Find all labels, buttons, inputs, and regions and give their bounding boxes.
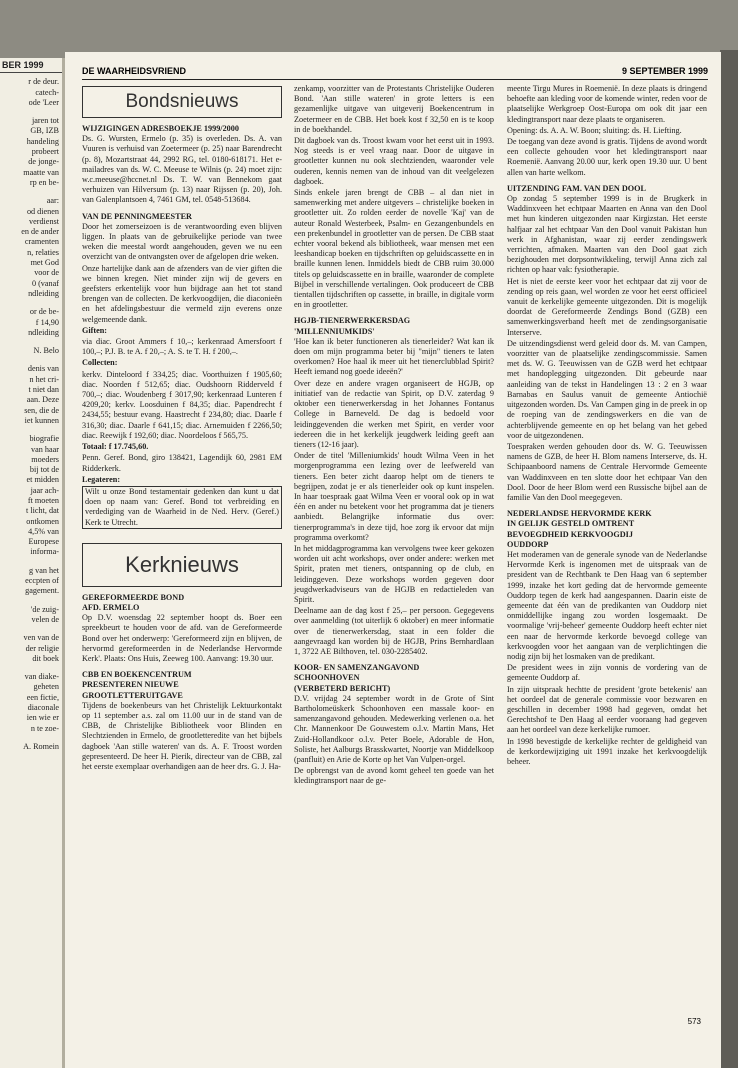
title-line: IN GELIJK GESTELD OMTRENT — [507, 519, 635, 529]
previous-page-line: ven van de — [23, 633, 59, 643]
paragraph: Het is niet de eerste keer voor het echtpaar dat zij voor de zending op reis gaan, wel worden ze voor het eerst officieel vanuit de kerkelijke gemeente uitgezonden. Dit is mogelijk doordat de Gereformeerde Zendings Bond (GZB) een samenwerkingsverband heeft met de zendingsorganisatie Interserve. — [507, 276, 707, 337]
previous-page-line: GB, IZB — [30, 126, 59, 136]
previous-page-line: r de deur. — [28, 77, 59, 87]
title-line: BEVOEGDHEID KERKVOOGDIJ — [507, 529, 633, 539]
paragraph: via diac. Groot Ammers f 10,–; kerkenraad Amersfoort f 100,–; P.J. B. te A. f 20,–; A. S. te T. H. f 200,–. — [82, 337, 282, 357]
previous-page-line: met God — [30, 258, 59, 268]
giften-label: Giften: — [82, 325, 108, 335]
previous-page-line: catech- — [35, 87, 59, 97]
binding-edge — [720, 50, 738, 1068]
previous-page-line: van haar — [31, 444, 59, 454]
previous-page-line: ien wie er — [26, 713, 59, 723]
bondsnieuws-banner: Bondsnieuws — [82, 86, 282, 118]
previous-page-line: t licht, dat — [26, 506, 59, 516]
title-line: KOOR- EN SAMENZANGAVOND — [294, 663, 420, 673]
previous-page-line: n te zoe- — [30, 723, 59, 733]
section-title — [82, 593, 282, 613]
title-line: SCHOONHOVEN — [294, 673, 360, 683]
legateren-box: Wilt u onze Bond testamentair gedenken dan kunt u dat doen op naam van: Geref. Bond tot verbreiding en verdediging van de Waarheid in de Ned. Herv. (Geref.) Kerk te Utrecht. — [82, 486, 282, 529]
section-title: UITZENDING FAM. VAN DEN DOOL — [507, 183, 646, 193]
paragraph: Sinds enkele jaren brengt de CBB – al dan niet in samenwerking met andere uitgevers – christelijke boeken in grootletter uit. Zo rolden eerder de novelle 'Kaj' van de auteur Ronald Westerbeek, Psalm- en Gezangenbundels en een prekenbundel in grootletter van de persen. De CBB staat echter vooral bekend als bibliotheek, waar mensen met een leeshandicap boeken en tijdschriften op geluidscassette en in braille kunnen lenen. Inmiddels biedt de CBB ruim 30.000 titels op geluidscassette en in braille, waaronder de complete Bijbel in verschillende vertalingen. Ook produceert de CBB tientallen tijdschriften op cassette, in braille, in digitale vorm en in grootletter. — [294, 188, 494, 310]
previous-page-line: g van het — [28, 565, 59, 575]
previous-page-line: ndleiding — [28, 327, 59, 337]
line-gap — [0, 108, 62, 116]
paragraph: Deelname aan de dag kost f 25,– per persoon. Gegegevens over aanmelding (tot uiterlijk 6 oktober) en meer informatie over de tienerwerkersdag, staat in een folder die aangevraagd kan worden bij de HGJB, Prins Bernhardlaan 1, 3722 AE Bilthoven, tel. 030-2285402. — [294, 606, 494, 656]
paragraph: Het moderamen van de generale synode van de Nederlandse Hervormde Kerk is ingenomen met de uitspraak van de president van de Rechtbank te Den Haag van 6 september 1999, inzake het kort geding dat de hervormde gemeente Ouddorp tegen de kerk had aangespannen. Daarin eiste de gemeente dat één van de predikanten van Ouddorp niet onmiddellijke ingang zou worden losgemaakt. De voormalige 'vrij-beheer' gemeente Ouddorp heeft echter niet een naar de hervormde kerkorde bevoegd college van kerkvoogden voor het aangaan van de verplichtingen die nodig zijn bij het losmaken van de predikant. — [507, 549, 707, 661]
section-title — [507, 509, 707, 550]
previous-page-line: jaren tot — [31, 116, 59, 126]
line-gap — [0, 597, 62, 605]
line-gap — [0, 356, 62, 364]
previous-page-line: t niet dan — [28, 385, 59, 395]
paragraph: Ds. G. Wursten, Ermelo (p. 35) is overleden. Ds. A. van Vuuren is verhuisd van Zoetermeer (p. 25) naar Barendrecht (p. 8), Mozartstraat 44, 2992 RG, tel. 0180-618171. Het e-mailadres van ds. W. C. Meeuse te Wilnis (p. 24) moet zijn: w.c.meeuse@hccnet.nl Ds. T. W. van Bennekom gaat verhuizen van Hilversum (p. 13) naar Rijssen (p. 20), Joh. van Galenplantsoen 4, 7461 GM, tel. 0548-513684. — [82, 134, 282, 205]
previous-page-line: iet kunnen — [24, 415, 59, 425]
previous-page-line: n het cri- — [29, 374, 59, 384]
collecten-label: Collecten: — [82, 358, 118, 368]
line-gap — [0, 338, 62, 346]
paragraph: Opening: ds. A. A. W. Boon; sluiting: ds. H. Liefting. — [507, 125, 682, 135]
previous-page-line: een fictie, — [26, 692, 59, 702]
paragraph: In zijn uitspraak hechtte de president 'grote betekenis' aan het oordeel dat de generale commissie voor bezwaren en geschillen in december 1998 had gegeven, omdat het Gerechtshof te Den Haag al eerder vooraang had gegeven aan het oordeel van deze kerkelijke rumoer. — [507, 684, 707, 735]
paragraph: De uitzendingsdienst werd geleid door ds. M. van Campen, voorzitter van de plaatselijke zendingscommissie. Samen met ds. W. G. Teeuwissen van de GZB werd het echtpaar met handoplegging uitgezonden. Dit gebeurde naar aanleiding van de tekst in Handelingen 13 : 2 en 3 waar Barnabas en Saulus vanuit de gemeente Antiochië uitgezonden worden. Ds. Van Campen ging in de preek in op de roeping van de zendingswerkers en die van de achterblijvende gemeente en op het belang van het gebed voor de uitgezondenen. — [507, 338, 707, 440]
column-3 — [507, 84, 707, 768]
previous-page-line: van diake- — [24, 672, 59, 682]
section-title — [294, 316, 494, 336]
previous-page-line: informa- — [30, 547, 59, 557]
paragraph: Door het zomerseizoen is de verantwoording even blijven liggen. In plaats van de gebruikelijke periode van twee weken die meestal wordt aangehouden, geven we nu een overzicht van de ontvangsten over de afgelopen drie weken. — [82, 221, 282, 262]
line-gap — [0, 558, 62, 566]
paragraph: De opbrengst van de avond komt geheel ten goede van het kledingtransport naar de ge- — [294, 766, 494, 786]
section-title: VAN DE PENNINGMEESTER — [82, 211, 192, 221]
previous-page-edge — [0, 58, 62, 1068]
paragraph: In het middagprogramma kan vervolgens twee keer gekozen worden uit acht workshops, over onder andere: werken met Spirit, praten met tieners, ontspanning op de club, en leidinggeven. Deze workshops worden gegeven door jeugdwerkadviseurs van de HGJB en redactieleden van Spirit. — [294, 543, 494, 604]
line-gap — [0, 299, 62, 307]
previous-page-line: biografie — [29, 434, 59, 444]
previous-page-line: n, relaties — [27, 247, 59, 257]
paragraph: De president wees in zijn vonnis de vordering van de gemeente Ouddorp af. — [507, 663, 707, 683]
paragraph: Op D.V. woensdag 22 september hoopt ds. Boer een spreekbeurt te houden voor de afd. van de Gereformeerde Bond over het onderwerp: 'Gereformeerd zijn en blijven, de hervormd gereformeerden in de Nederlandse Hervormde Kerk'. Plaats: Ons Huis, Zeeweg 100. Aanvang: 19.30 uur. — [82, 613, 282, 663]
previous-page-line: maatte van — [23, 167, 59, 177]
line-gap — [0, 664, 62, 672]
paragraph: kerkv. Dinteloord f 334,25; diac. Voorthuizen f 1905,60; diac. Noorden f 512,65; diac. Oudshoorn Ridderveld f 700,–; diac. Woudenberg f 3017,90; kerkenraad Lunteren f 4209,20; kerkv. Loosduinen f 84,35; diac. Papendrecht f 2434,55; bestuur evang. Haastrecht f 234,80; diac. Daarle f 316,30; diac. Daarle f 641,15; diac. Arnemuiden f 2266,50; diac. Reewijk f 192,60; diac. Noordeloos f 565,75. — [82, 369, 282, 440]
section-title: WIJZIGINGEN ADRESBOEKJE 1999/2000 — [82, 124, 239, 133]
previous-page-line: moeders — [31, 454, 59, 464]
previous-page-line: od dienen — [26, 206, 59, 216]
paragraph: 'Hoe kan ik beter functioneren als tienerleider? Wat kan ik doen om mijn programma beter bij "mijn" tieners te laten overkomen? Hoe haal ik meer uit het tienerclubblad Spirit? Heeft iemand nog goede ideeën?' — [294, 336, 494, 377]
title-line: PRESENTEREN NIEUWE — [82, 680, 179, 690]
title-line: HGJB-TIENERWERKERSDAG — [294, 316, 411, 326]
paragraph: Onze hartelijke dank aan de afzenders van de vier giften die we binnen kregen. Niet minder zijn wij de gevers en geefsters erkentelijk voor hun bijdrage aan het tot stand brengen van de collecten. De kerkvoogdijen, die diaconieën en het afdelingsbestuur die vermeld zijn everens onze welgemeende dank. — [82, 263, 282, 324]
paragraph: Dit dagboek van ds. Troost kwam voor het eerst uit in 1993. Nog steeds is er veel vraag naar. Door de uitgave in grootletter kunnen nu ook slechtzienden, waaronder vele ouderen, kennis nemen van de inhoud van dit veelgelezen dagboek. — [294, 136, 494, 186]
previous-page-line: verdienst — [28, 216, 59, 226]
title-line: NEDERLANDSE HERVORMDE KERK — [507, 509, 652, 519]
previous-page-line: handeling — [26, 136, 59, 146]
paragraph: In 1998 bevestigde de kerkelijke rechter de geldigheid van de kerkordewijziging uit 1991 inzake het kerkvoogdelijk beheer. — [507, 736, 707, 766]
previous-page-line: cramenten — [24, 237, 59, 247]
previous-page-line: diaconale — [27, 703, 59, 713]
paragraph: De toegang van deze avond is gratis. Tijdens de avond wordt een collecte gehouden voor het kledingtransport naar Roemenië. Aanvang 20.00 uur, kerk open 19.30 uur. U bent allen van harte welkom. — [507, 137, 707, 177]
paragraph: D.V. vrijdag 24 september wordt in de Grote of Sint Bartholomeüskerk Schoonhoven een massale koor- en samenzangavond gehouden. Medewerking verlenen o.a. het Chr. Mannenkoor De Gouwestem o.l.v. Martin Mans, Het Zuid-Hollandkoor o.l.v. Peter Boele, Adorable de Hon, Soliste, het Aalburgs Brasskwartet, Noortje van Middelkoop (panfluit) en Arie de Korte op het Van Vulpen-orgel. — [294, 693, 494, 764]
previous-page-line: rp en be- — [29, 177, 59, 187]
running-head — [82, 66, 708, 80]
paragraph: Toespraken werden gehouden door ds. W. G. Teeuwissen namens de GZB, de heer H. Blom namens Interserve, ds. H. Schipaanboord namens de Centrale Hervormde Gemeente van Waddinxveen en ten slotte door het echtpaar Van den Dool. Door de heer Blom werd een Russische bijbel aan de familie Van den Dool meegegeven. — [507, 441, 707, 502]
previous-page-line: ft moeten — [27, 495, 59, 505]
paragraph: Tijdens de boekenbeurs van het Christelijk Lektuurkontakt op 11 september a.s. zal om 11.00 uur in de stand van de CBB, de Christelijke Bibliotheek voor Blinden en Slechtzienden in Ermelo, de grootletteredite van het bijbels dagboek 'Aan stille wateren' van ds. A. F. Troost worden gepresenteerd. De heer H. Pierik, directeur van de CBB, zal het eerste exemplaar overhandigen aan de heer drs. G. J. Ha- — [82, 700, 282, 771]
paragraph: Penn. Geref. Bond, giro 138421, Lagendijk 60, 2981 EM Ridderkerk. — [82, 453, 282, 473]
line-gap — [0, 625, 62, 633]
previous-page-line: aar: — [46, 196, 59, 206]
previous-page-line: de jonge- — [28, 157, 59, 167]
previous-page-line: jaar ach- — [30, 485, 59, 495]
previous-page-line: 4,5% van — [28, 526, 59, 536]
title-line: OUDDORP — [507, 539, 549, 549]
previous-page-line: eccpten of — [25, 576, 59, 586]
previous-page-line: or de be- — [29, 307, 59, 317]
line-gap — [0, 426, 62, 434]
paragraph: Onder de titel 'Milleniumkids' houdt Wilma Veen in het morgenprogramma een lezing over de leefwereld van tieners. Een beter zicht daarop helpt om de tieners te begrijpen, zodat je er als tienerleider ook op kunt inspelen. In haar toespraak gaat Wilma Veen er vooral ook op in wat één en ander nu betekent voor het programma dat je tieners aanbiedt. Belangrijke informatie dus over: tienerprogramma's in deze tijd, hoe zorg ik ervoor dat mijn programma overkomt? — [294, 451, 494, 542]
previous-page-line: Europese — [28, 537, 59, 547]
page-number: 573 — [687, 1017, 701, 1026]
previous-page-line: geheten — [33, 682, 59, 692]
publication-name: DE WAARHEIDSVRIEND — [82, 66, 187, 76]
previous-page-line: ontkomen — [26, 516, 59, 526]
previous-page-line: 0 (vanaf — [31, 278, 59, 288]
previous-page-line: f 14,90 — [35, 317, 59, 327]
legateren-label: Legateren: — [82, 474, 121, 484]
title-line: (VERBETERD BERICHT) — [294, 683, 391, 693]
totaal: Totaal: f 17.745,60. — [82, 442, 149, 452]
section-title — [294, 663, 494, 694]
previous-page-line: ndleiding — [28, 288, 59, 298]
title-line: 'MILLENNIUMKIDS' — [294, 326, 375, 336]
previous-page-line: der religie — [25, 643, 59, 653]
previous-page-line: gagement. — [25, 586, 59, 596]
previous-page-line: N. Belo — [33, 346, 59, 356]
previous-page-line: dit boek — [32, 653, 59, 663]
line-gap — [0, 734, 62, 742]
previous-page-line: probeert — [31, 147, 59, 157]
previous-page-line: voor de — [34, 268, 59, 278]
column-2 — [294, 84, 494, 788]
previous-page-line: A. Romein — [23, 741, 59, 751]
paragraph: Over deze en andere vragen organiseert de HGJB, op initiatief van de redactie van Spirit, op D.V. zaterdag 9 oktober een tienerwerkersdag in het Johannes Fontanus College in Barneveld. De dag is bedoeld voor leidinggevenden die werken met Spirit, en verder voor iedereen die in het kerkelijk jeugdwerk leiding geeft aan tieners (12-16 jaar). — [294, 378, 494, 449]
title-line: GROOTLETTERUITGAVE — [82, 690, 183, 700]
section-title — [82, 670, 282, 701]
previous-page-line: en de ander — [21, 227, 59, 237]
previous-page-line: 'de zuig- — [30, 604, 59, 614]
previous-page-line: bij tot de — [29, 465, 59, 475]
title-line: CBB EN BOEKENCENTRUM — [82, 670, 192, 680]
previous-page-line: et midden — [26, 475, 59, 485]
title-line: GEREFORMEERDE BOND — [82, 592, 185, 602]
main-page — [65, 52, 721, 1068]
issue-date: 9 SEPTEMBER 1999 — [621, 66, 708, 76]
previous-page-line: velen de — [31, 614, 59, 624]
previous-page-line: sen, die de — [24, 405, 59, 415]
kerknieuws-banner: Kerknieuws — [82, 543, 282, 587]
column-1 — [82, 84, 282, 773]
paragraph: Op zondag 5 september 1999 is in de Brugkerk in Waddinxveen het echtpaar Maarten en Anna van den Dool met hun kinderen uitgezonden naar Kirgizstan. Het eerste halfjaar zal het echtpaar Van den Dool vanuit Pakistan hun werk in Afghanistan, waar zij eerder zendingswerk verrichten, afmaken. Maarten van den Dool gaat zich bezighouden met dorpsontwikkeling, terwijl Anna zich zal richten op haar vak: fysiotherapie. — [507, 194, 707, 275]
title-line: AFD. ERMELO — [82, 602, 140, 612]
line-gap — [0, 188, 62, 196]
previous-page-line: aan. Deze — [26, 395, 59, 405]
paragraph: meente Tirgu Mures in Roemenië. In deze plaats is dringend behoefte aan kleding voor de komende winter, reden voor de plaatselijke Werkgroep Oost-Europa om ook dit jaar een kledingtransport naar deze plaats te organiseren. — [507, 84, 707, 124]
paragraph: zenkamp, voorzitter van de Protestants Christelijke Ouderen Bond. 'Aan stille wateren' in grote letters is een gezamenlijke uitgave van uitgeverij Boekencentrum in Zoetermeer en de CBB. Het boek kost f 32,50 en is te koop in de boekhandel. — [294, 84, 494, 134]
previous-page-line: denis van — [27, 364, 59, 374]
previous-page-line: ode 'Leer — [28, 97, 59, 107]
previous-page-header: BER 1999 — [0, 58, 62, 73]
